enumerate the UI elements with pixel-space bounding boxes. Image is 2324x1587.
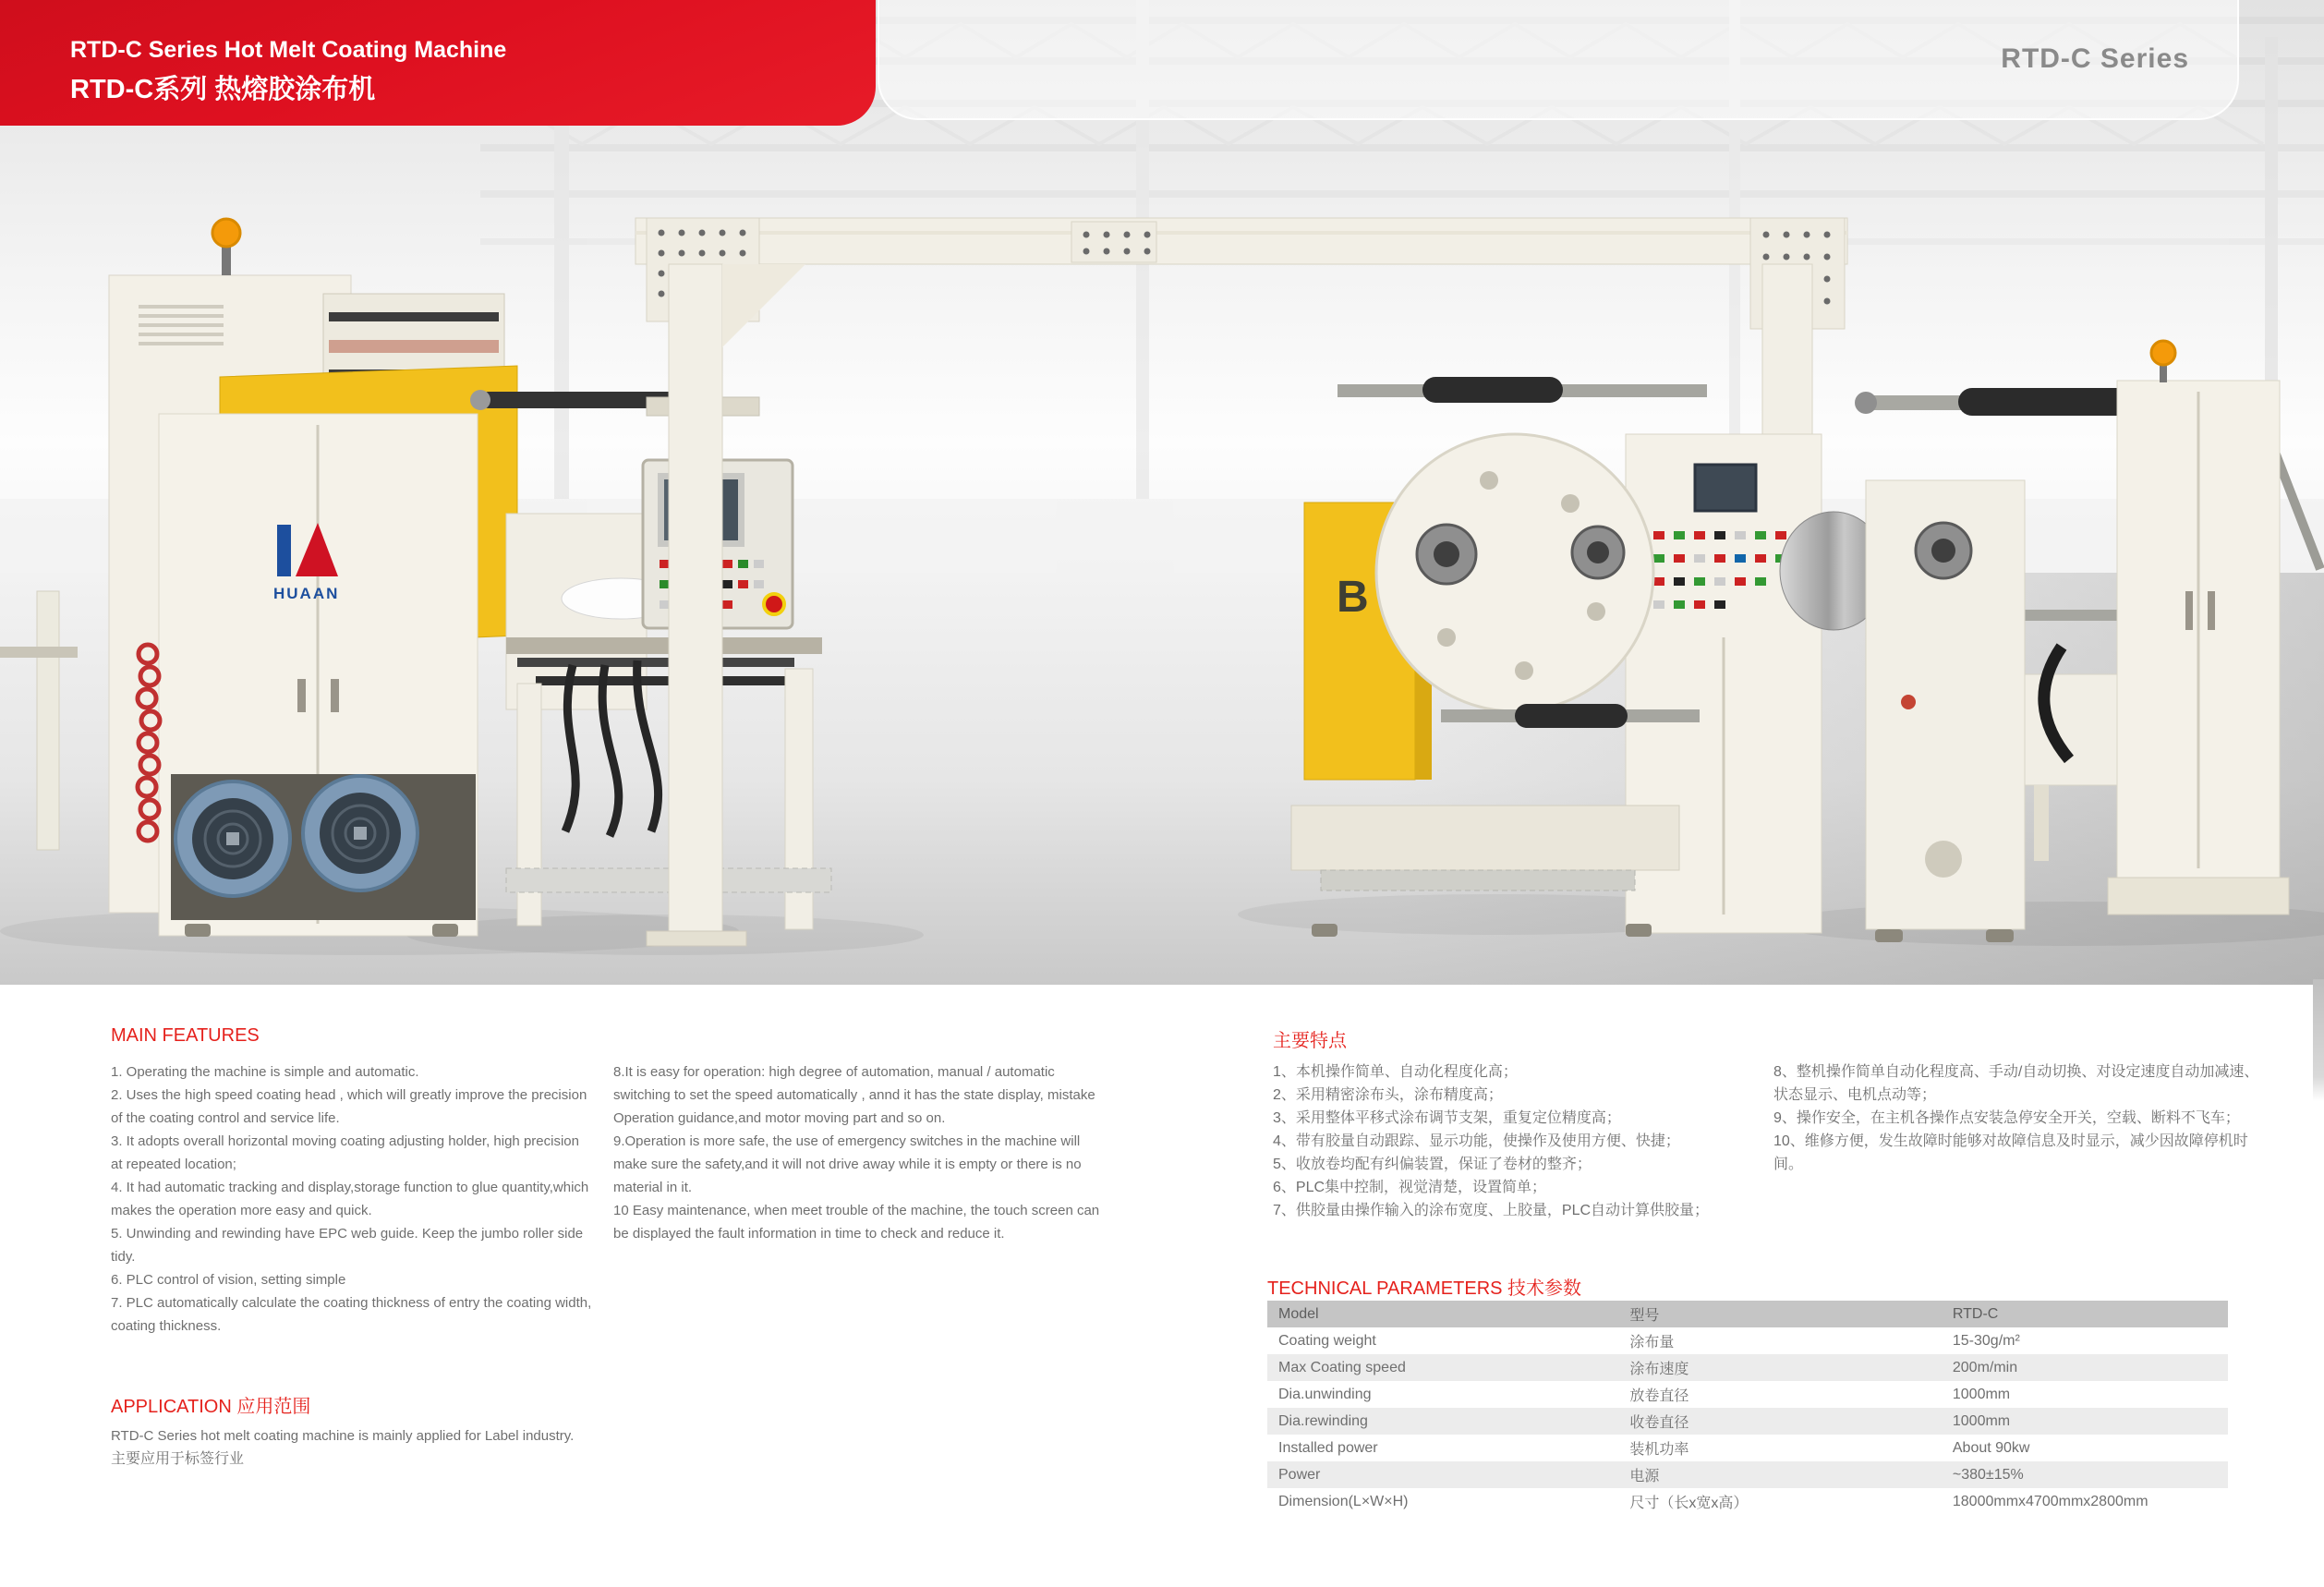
technical-parameters-table <box>1267 1301 2228 1515</box>
param-value: 1000mm <box>1952 1386 2011 1402</box>
feature-item: 1. Operating the machine is simple and automatic. <box>111 1064 419 1080</box>
table-row <box>1267 1408 2228 1435</box>
param-zh: 装机功率 <box>1629 1442 1689 1458</box>
right-edge-strip <box>2313 979 2324 1101</box>
feature-item: 3. It adopts overall horizontal moving coating adjusting holder, high precision at repeated location; <box>111 1133 579 1172</box>
param-en: Power <box>1278 1466 1321 1483</box>
param-en: Dia.unwinding <box>1278 1386 1372 1402</box>
features-zh-heading: 主要特点 <box>1273 1031 1347 1051</box>
param-en: Dimension(L×W×H) <box>1278 1493 1409 1509</box>
param-zh: 放卷直径 <box>1629 1388 1689 1404</box>
feature-item-zh: 3、采用整体平移式涂布调节支架，重复定位精度高； <box>1273 1110 1621 1126</box>
feature-item-zh: 4、带有胶量自动跟踪、显示功能，使操作及使用方便、快捷； <box>1273 1133 1680 1149</box>
param-zh: 型号 <box>1629 1308 1660 1324</box>
feature-item: 7. PLC automatically calculate the coating thickness of entry the coating width, coating thickness. <box>111 1295 592 1334</box>
param-value: About 90kw <box>1952 1439 2030 1456</box>
application-heading: APPLICATION 应用范围 <box>111 1397 311 1417</box>
param-en: Coating weight <box>1278 1332 1376 1349</box>
param-value: 1000mm <box>1952 1412 2011 1429</box>
feature-item: 10 Easy maintenance, when meet trouble of the machine, the touch screen can be displayed the fault information in time to check and reduce it. <box>613 1203 1100 1242</box>
table-row <box>1267 1435 2228 1461</box>
param-en: Dia.rewinding <box>1278 1412 1368 1429</box>
main-features-heading: MAIN FEATURES <box>111 1025 260 1046</box>
technical-parameters-heading: TECHNICAL PARAMETERS 技术参数 <box>1267 1278 1582 1299</box>
series-badge-label: RTD-C Series <box>2001 43 2189 74</box>
application-body <box>111 1424 593 1471</box>
drive-motor-left <box>176 781 290 896</box>
main-features-col2 <box>613 1060 1101 1245</box>
param-value: RTD-C <box>1952 1305 1999 1322</box>
gantry-left-leg <box>669 264 722 935</box>
laminator-unit <box>109 219 517 937</box>
feature-item: 2. Uses the high speed coating head , which will greatly improve the precision of the coating control and service life. <box>111 1087 587 1126</box>
application-text-zh: 主要应用于标签行业 <box>111 1451 245 1467</box>
param-value: 200m/min <box>1952 1359 2018 1375</box>
param-zh: 涂布速度 <box>1629 1362 1689 1377</box>
param-value: ~380±15% <box>1952 1466 2024 1483</box>
application-text-en: RTD-C Series hot melt coating machine is mainly applied for Label industry. <box>111 1428 575 1444</box>
page-title-en: RTD-C Series Hot Melt Coating Machine <box>70 37 507 63</box>
series-badge <box>878 0 2239 120</box>
station-letter: B <box>1337 573 1369 622</box>
feature-item: 5. Unwinding and rewinding have EPC web guide. Keep the jumbo roller side tidy. <box>111 1226 584 1265</box>
table-row <box>1267 1488 2228 1515</box>
cabinet-screen <box>1695 465 1756 511</box>
idler-roller-bottom <box>1515 704 1628 728</box>
feature-item-zh: 2、采用精密涂布头，涂布精度高； <box>1273 1087 1503 1103</box>
feature-item-zh: 6、PLC集中控制，视觉清楚，设置简单； <box>1273 1180 1547 1195</box>
rewind-beacon <box>2151 341 2175 365</box>
features-zh-col2 <box>1773 1060 2261 1176</box>
warning-beacon <box>212 219 240 247</box>
feature-item: 9.Operation is more safe, the use of emergency switches in the machine will make sure the safety,and it will not drive away while it is empty or there is no material in it. <box>613 1133 1082 1195</box>
page-title-zh: RTD-C系列 热熔胶涂布机 <box>70 75 376 104</box>
table-row <box>1267 1354 2228 1381</box>
param-value: 15-30g/m² <box>1952 1332 2020 1349</box>
feature-item-zh: 10、维修方便，发生故障时能够对故障信息及时显示，减少因故障停机时间。 <box>1773 1133 2248 1172</box>
drive-motor-right <box>303 776 418 890</box>
param-zh: 尺寸（长x宽x高） <box>1629 1496 1749 1511</box>
table-row <box>1267 1301 2228 1327</box>
param-en: Model <box>1278 1305 1319 1322</box>
param-zh: 收卷直径 <box>1629 1415 1689 1431</box>
idler-roller-top <box>1422 377 1563 403</box>
rewind-roller <box>1958 388 2136 416</box>
svg-text:HUAAN: HUAAN <box>273 585 340 602</box>
feature-item: 4. It had automatic tracking and display,storage function to glue quantity,which makes the operation more easy and quick. <box>111 1180 589 1218</box>
main-features-col1 <box>111 1060 593 1338</box>
feature-item-zh: 5、收放卷均配有纠偏装置，保证了卷材的整齐； <box>1273 1157 1592 1172</box>
param-en: Max Coating speed <box>1278 1359 1406 1375</box>
feature-item: 6. PLC control of vision, setting simple <box>111 1272 346 1288</box>
param-zh: 涂布量 <box>1629 1335 1675 1351</box>
feature-item-zh: 7、供胶量由操作输入的涂布宽度、上胶量，PLC自动计算供胶量； <box>1273 1203 1710 1218</box>
table-row <box>1267 1381 2228 1408</box>
param-en: Installed power <box>1278 1439 1378 1456</box>
header-banner <box>0 0 876 126</box>
table-row <box>1267 1461 2228 1488</box>
param-value: 18000mmx4700mmx2800mm <box>1952 1493 2148 1509</box>
feature-item-zh: 9、操作安全，在主机各操作点安装急停安全开关，空载、断料不飞车； <box>1773 1110 2240 1126</box>
feature-item-zh: 8、整机操作简单自动化程度高、手动/自动切换、对设定速度自动加减速、状态显示、电机点动等； <box>1773 1064 2259 1103</box>
feature-item-zh: 1、本机操作简单、自动化程度化高； <box>1273 1064 1518 1080</box>
param-zh: 电源 <box>1629 1469 1660 1484</box>
table-row <box>1267 1327 2228 1354</box>
feature-item: 8.It is easy for operation: high degree of automation, manual / automatic switching to set the speed automatically , annd it has the state display, mistake Operation guidance,and motor moving part and so on. <box>613 1064 1095 1126</box>
features-zh-col1 <box>1273 1060 1790 1222</box>
emergency-stop-button <box>764 594 784 614</box>
